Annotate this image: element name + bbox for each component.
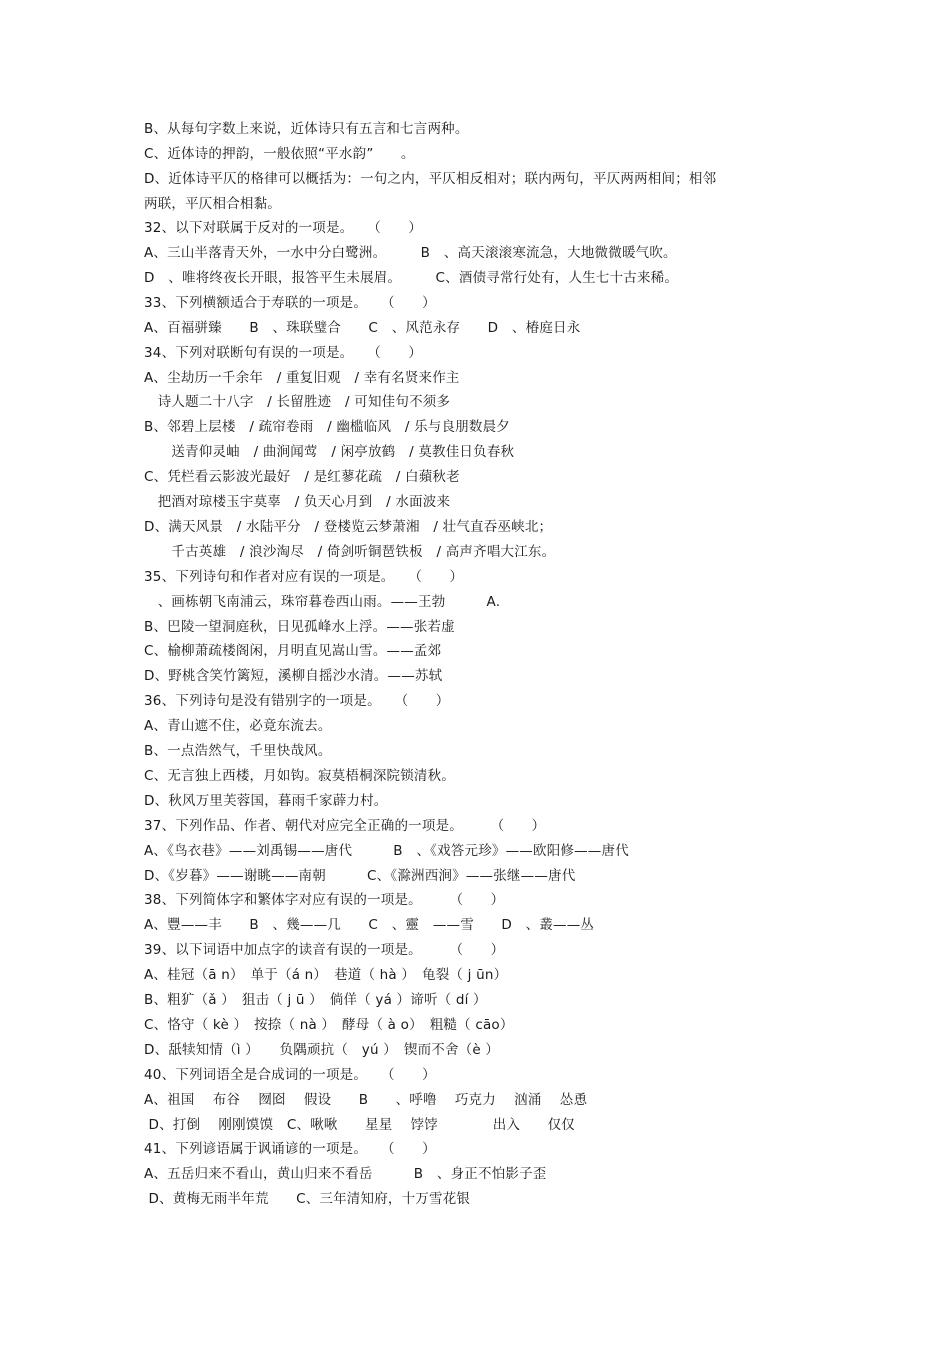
question-38: 38、下列简体字和繁体字对应有误的一项是。 （ ） — [144, 892, 505, 908]
option-a: A、桂冠（ā n） 单于（á n） 巷道（ hà ） 龟裂（ j ūn） — [144, 967, 508, 983]
option-a: A、青山遮不住，必竟东流去。 — [144, 718, 332, 734]
option-line: A、五岳归来不看山，黄山归来不看岳 B 、身正不怕影子歪 — [144, 1166, 547, 1182]
option-d: D、近体诗平仄的格律可以概括为：一句之内，平仄相反相对；联内两句，平仄两两相间；相邻 — [144, 171, 717, 187]
option-line: A、三山半落青天外，一水中分白鹭洲。 B 、高天滚滚寒流急，大地微微暖气吹。 — [144, 245, 677, 261]
question-33: 33、下列横额适合于寿联的一项是。 （ ） — [144, 295, 436, 311]
question-37: 37、下列作品、作者、朝代对应完全正确的一项是。 （ ） — [144, 818, 546, 834]
question-35: 35、下列诗句和作者对应有误的一项是。 （ ） — [144, 569, 464, 585]
question-36: 36、下列诗句是没有错别字的一项是。 （ ） — [144, 693, 450, 709]
question-34: 34、下列对联断句有误的一项是。 （ ） — [144, 345, 423, 361]
question-32: 32、以下对联属于反对的一项是。 （ ） — [144, 220, 423, 236]
question-40: 40、下列词语全是合成词的一项是。 （ ） — [144, 1067, 436, 1083]
option-line: A、豐——丰 B 、幾——几 C 、靈 ——雪 D 、叢——丛 — [144, 917, 595, 933]
option-line: A、祖国 布谷 囫囵 假设 B 、呼噜 巧克力 汹涌 怂恿 — [144, 1092, 588, 1108]
option-d: D、舐犊知情（ì ） 负隅顽抗（ yú ） 锲而不舍（è ） — [144, 1042, 500, 1058]
option-c: C、榆柳萧疏楼阁闲，月明直见嵩山雪。——孟郊 — [144, 643, 442, 659]
option-c: C、恪守（ kè ） 按捺（ nà ） 酵母（ à o） 粗糙（ cāo） — [144, 1017, 514, 1033]
option-c: C、近体诗的押韵，一般依照“平水韵” 。 — [144, 146, 415, 162]
option-c: C、凭栏看云影波光最好 / 是红蓼花疏 / 白蘋秋老 — [144, 469, 460, 485]
option-b-continued: 送青仰灵岫 / 曲涧闻莺 / 闲亭放鹤 / 莫教佳日负春秋 — [144, 444, 515, 460]
option-line: A、百福骈臻 B 、珠联璧合 C 、风范永存 D 、椿庭日永 — [144, 320, 581, 336]
option-d: D、秋风万里芙蓉国，暮雨千家薜力村。 — [144, 793, 388, 809]
option-b: B、一点浩然气，千里快哉风。 — [144, 743, 332, 759]
option-line: D 、唯将终夜长开眼，报答平生未展眉。 C、酒债寻常行处有，人生七十古来稀。 — [144, 270, 679, 286]
option-c: C、无言独上西楼，月如钩。寂莫梧桐深院锁清秋。 — [144, 768, 456, 784]
option-b: B、巴陵一望洞庭秋，日见孤峰水上浮。——张若虚 — [144, 619, 455, 635]
option-c-continued: 把酒对琼楼玉宇莫辜 / 负天心月到 / 水面波来 — [144, 494, 451, 510]
option-a: 、画栋朝飞南浦云，珠帘暮卷西山雨。——王勃 A. — [144, 594, 501, 610]
option-line: D、打倒 刚刚馍馍 C、啾啾 星星 饽饽 出入 仅仅 — [144, 1117, 575, 1133]
question-41: 41、下列谚语属于讽诵谚的一项是。 （ ） — [144, 1141, 436, 1157]
option-d-continued: 千古英雄 / 浪沙淘尽 / 倚剑听铜琶铁板 / 高声齐唱大江东。 — [144, 544, 556, 560]
option-d-continued: 两联，平仄相合相黏。 — [144, 196, 281, 212]
option-line: A、《鸟衣巷》——刘禹锡——唐代 B 、《戏答元珍》——欧阳修——唐代 — [144, 843, 629, 859]
option-a-continued: 诗人题二十八字 / 长留胜迹 / 可知佳句不须多 — [144, 394, 451, 410]
option-b: B、邻碧上层楼 / 疏帘卷雨 / 幽槛临风 / 乐与良朋数晨夕 — [144, 419, 510, 435]
option-d: D、满天风景 / 水陆平分 / 登楼览云梦萧湘 / 壮气直吞巫峡北； — [144, 519, 553, 535]
option-b: B、粗犷（ǎ ） 狙击（ j ū ） 倘佯（ yá ）谛听（ dí ） — [144, 992, 487, 1008]
option-b: B、从每句字数上来说，近体诗只有五言和七言两种。 — [144, 121, 469, 137]
question-39: 39、以下词语中加点字的读音有误的一项是。 （ ） — [144, 942, 505, 958]
option-line: D、黄梅无雨半年荒 C、三年清知府，十万雪花银 — [144, 1191, 471, 1207]
option-d: D、野桃含笑竹篱短，溪柳自摇沙水清。——苏轼 — [144, 668, 443, 684]
option-line: D、《岁暮》——谢眺——南朝 C、《滁洲西涧》——张继——唐代 — [144, 868, 576, 884]
option-a: A、尘劫历一千余年 / 重复旧观 / 幸有名贤来作主 — [144, 370, 460, 386]
